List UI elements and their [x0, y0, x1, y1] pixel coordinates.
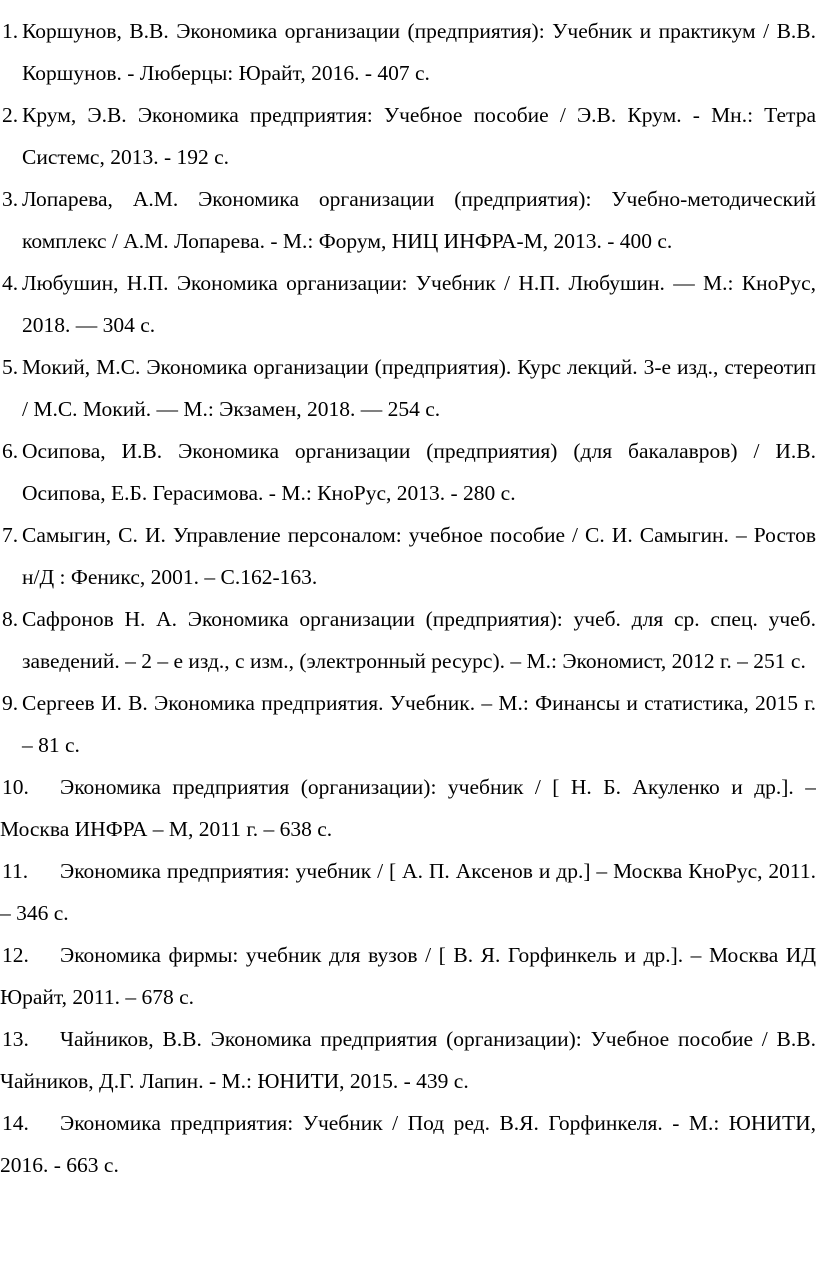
reference-text: Экономика предприятия: Учебник / Под ред. В.Я. Горфинкеля. - М.: ЮНИТИ, 2016. - 663 с. [0, 1111, 816, 1177]
reference-item [0, 682, 816, 766]
reference-item [0, 262, 816, 346]
reference-item [0, 934, 816, 1018]
reference-number: 9. [2, 691, 19, 715]
reference-item [0, 1018, 816, 1102]
reference-item [0, 346, 816, 430]
reference-item [0, 10, 816, 94]
reference-item [0, 178, 816, 262]
reference-text: Мокий, М.С. Экономика организации (предприятия). Курс лекций. 3-е изд., стереотип / М.С. Мокий. — М.: Экзамен, 2018. — 254 с. [22, 355, 816, 421]
reference-number: 2. [2, 103, 19, 127]
reference-text: Экономика предприятия (организации): учебник / [ Н. Б. Акуленко и др.]. – Москва ИНФРА – М, 2011 г. – 638 с. [0, 775, 816, 841]
reference-number: 10. [2, 775, 29, 799]
reference-number: 1. [2, 19, 19, 43]
reference-item [0, 850, 816, 934]
reference-number: 8. [2, 607, 19, 631]
reference-number: 4. [2, 271, 19, 295]
reference-number: 12. [2, 943, 29, 967]
reference-number: 14. [2, 1111, 29, 1135]
reference-number: 13. [2, 1027, 29, 1051]
reference-text: Крум, Э.В. Экономика предприятия: Учебное пособие / Э.В. Крум. - Мн.: Тетра Системс, 2013. - 192 с. [22, 103, 816, 169]
reference-text: Экономика фирмы: учебник для вузов / [ В. Я. Горфинкель и др.]. – Москва ИД Юрайт, 2011. – 678 с. [0, 943, 816, 1009]
reference-number: 7. [2, 523, 19, 547]
reference-text: Любушин, Н.П. Экономика организации: Учебник / Н.П. Любушин. — М.: КноРус, 2018. — 304 с. [22, 271, 816, 337]
reference-item [0, 766, 816, 850]
reference-text: Сергеев И. В. Экономика предприятия. Учебник. – М.: Финансы и статистика, 2015 г. – 81 с. [22, 691, 816, 757]
reference-text: Экономика предприятия: учебник / [ А. П. Аксенов и др.] – Москва КноРус, 2011. – 346 с. [0, 859, 816, 925]
reference-item [0, 598, 816, 682]
reference-number: 3. [2, 187, 19, 211]
reference-text: Чайников, В.В. Экономика предприятия (организации): Учебное пособие / В.В. Чайников, Д.Г. Лапин. - М.: ЮНИТИ, 2015. - 439 с. [0, 1027, 816, 1093]
reference-text: Сафронов Н. А. Экономика организации (предприятия): учеб. для ср. спец. учеб. заведений. – 2 – е изд., с изм., (электронный ресурс). – М.: Экономист, 2012 г. – 251 с. [22, 607, 816, 673]
reference-number: 5. [2, 355, 19, 379]
reference-item [0, 1102, 816, 1186]
reference-text: Лопарева, А.М. Экономика организации (предприятия): Учебно-методический комплекс / А.М. Лопарева. - М.: Форум, НИЦ ИНФРА-М, 2013. - 400 с. [22, 187, 816, 253]
reference-item [0, 94, 816, 178]
reference-number: 11. [2, 859, 29, 883]
reference-number: 6. [2, 439, 19, 463]
reference-item [0, 514, 816, 598]
reference-text: Осипова, И.В. Экономика организации (предприятия) (для бакалавров) / И.В. Осипова, Е.Б. Герасимова. - М.: КноРус, 2013. - 280 с. [22, 439, 816, 505]
reference-text: Самыгин, С. И. Управление персоналом: учебное пособие / С. И. Самыгин. – Ростов н/Д : Феникс, 2001. – С.162-163. [22, 523, 816, 589]
reference-text: Коршунов, В.В. Экономика организации (предприятия): Учебник и практикум / В.В. Коршунов. - Люберцы: Юрайт, 2016. - 407 с. [22, 19, 816, 85]
reference-item [0, 430, 816, 514]
